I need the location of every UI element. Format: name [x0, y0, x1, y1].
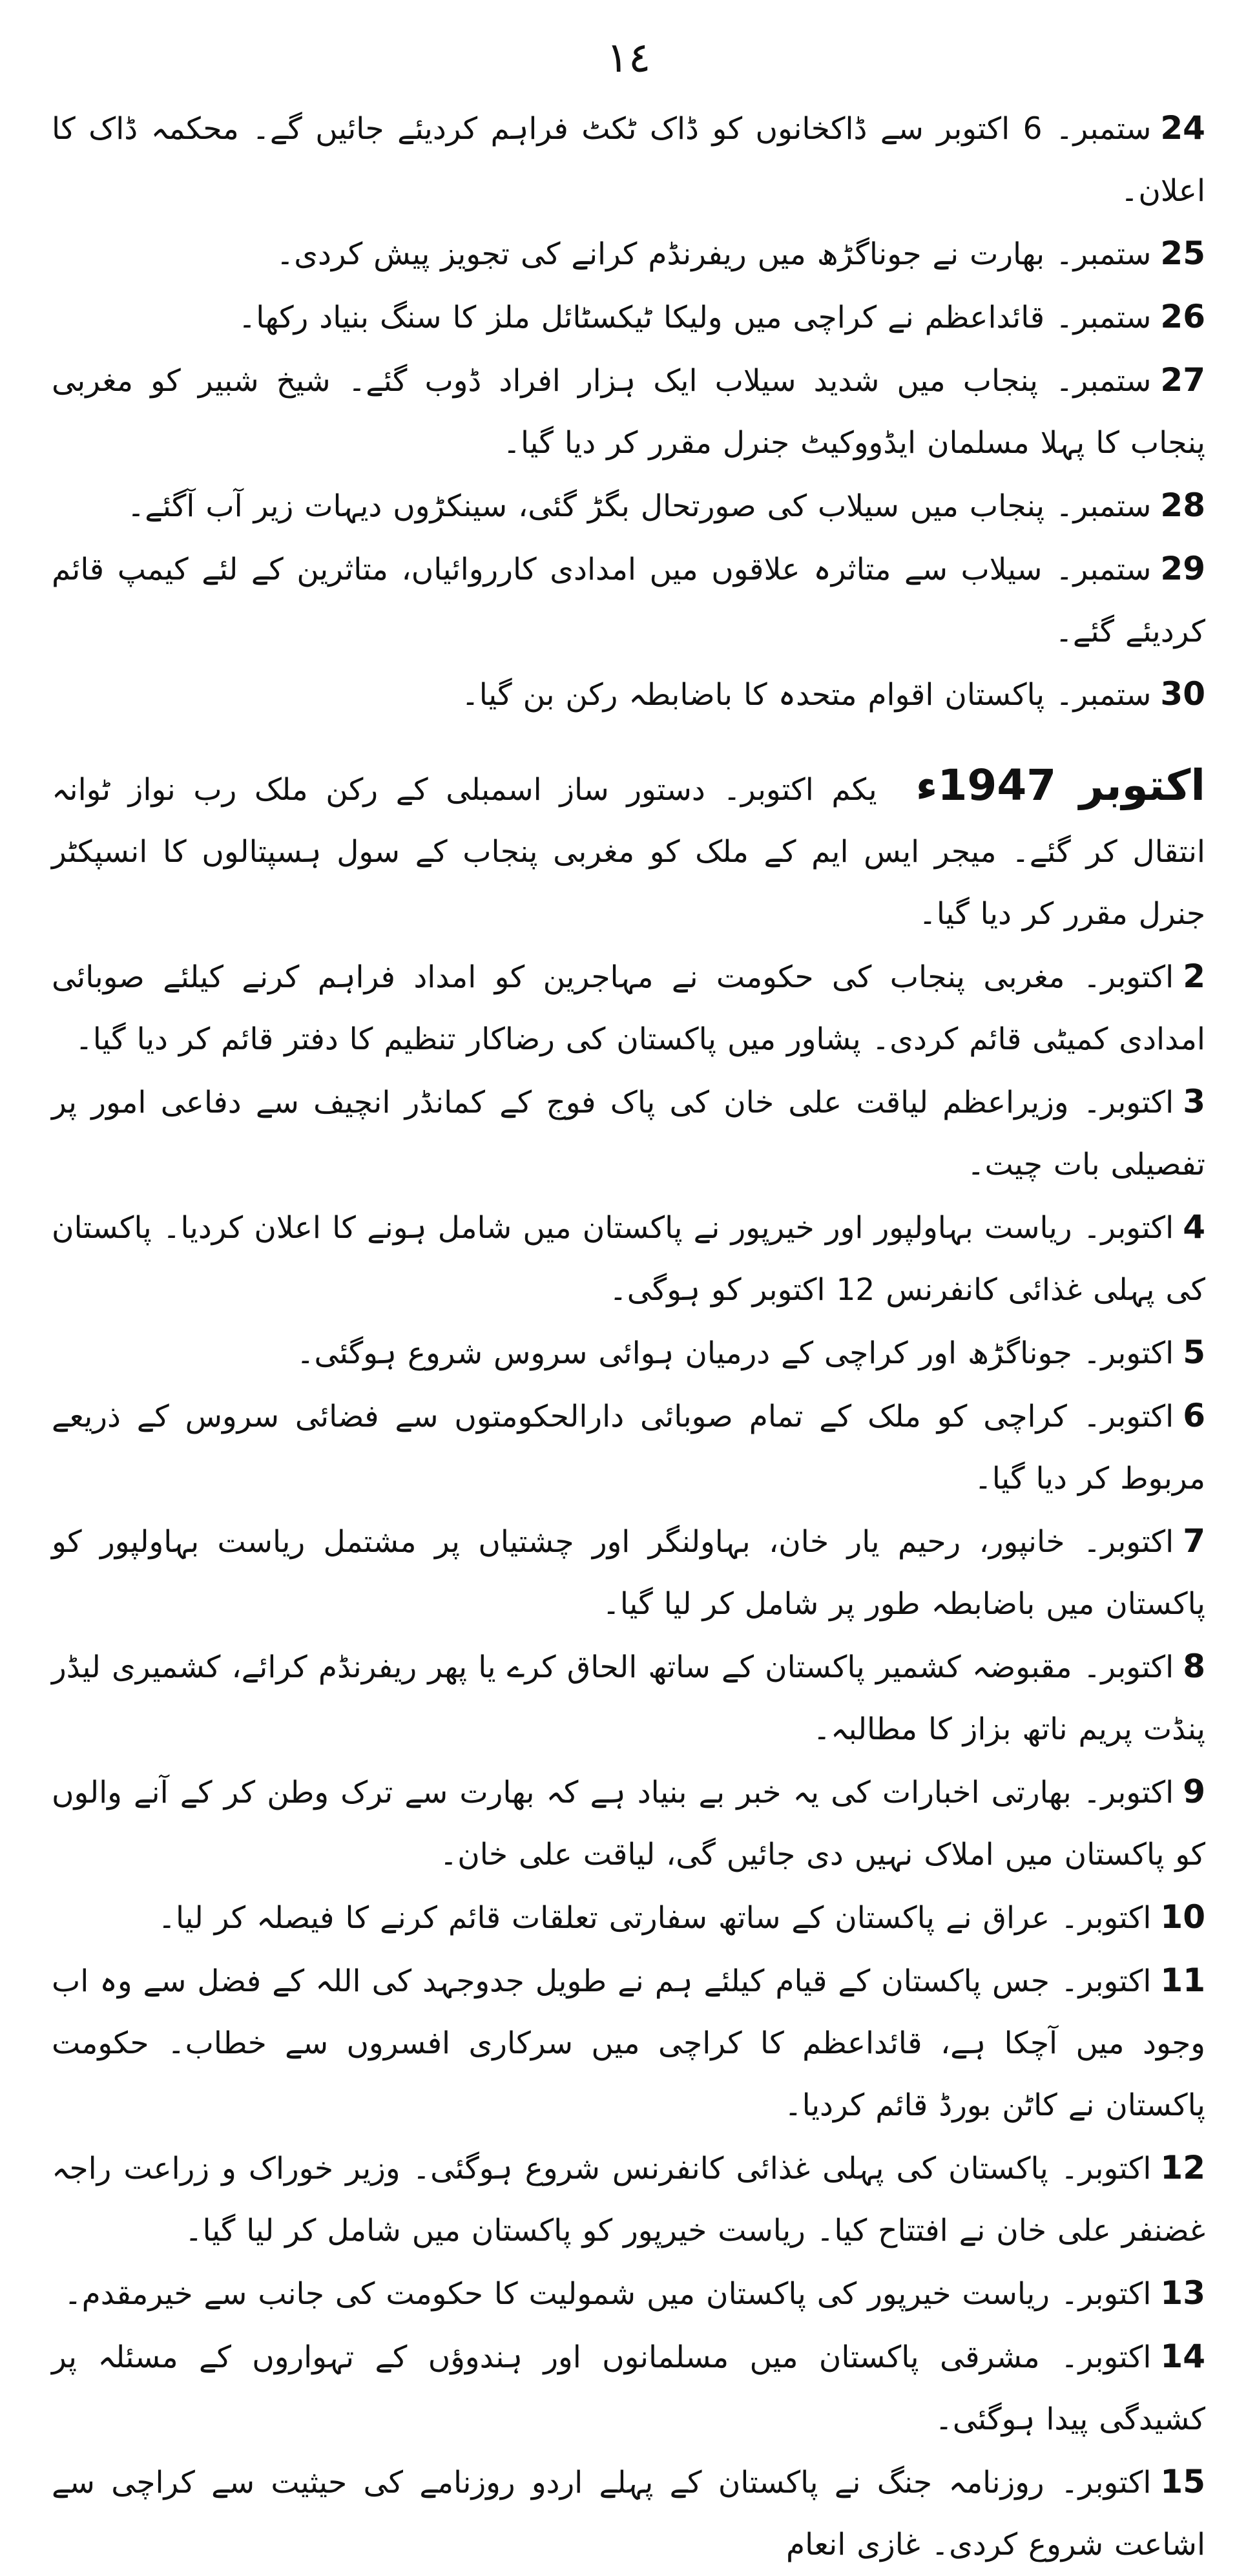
entry-date: 10 [1160, 1898, 1205, 1936]
entry-date: 24 [1160, 109, 1205, 147]
entry-oct-8 [52, 1635, 1205, 1761]
entry-oct-4 [52, 1196, 1205, 1321]
entry-date: 9 [1183, 1773, 1205, 1810]
entry-text: اکتوبر۔ مشرقی پاکستان میں مسلمانوں اور ہندوؤں کے تہواروں کے مسئلہ پر کشیدگی پیدا ہوگئی۔ [52, 2340, 1205, 2437]
entry-date: 15 [1160, 2463, 1205, 2500]
entry-date: 12 [1160, 2149, 1205, 2186]
entry-text: ستمبر۔ پنجاب میں سیلاب کی صورتحال بگڑ گئی، سینکڑوں دیہات زیر آب آگئے۔ [127, 488, 1152, 524]
entry-text: اکتوبر۔ کراچی کو ملک کے تمام صوبائی دارالحکومتوں سے فضائی سروس کے ذریعے مربوط کر دیا گیا۔ [52, 1399, 1205, 1496]
october-section [52, 755, 1205, 2576]
entry-date: 30 [1160, 675, 1205, 713]
entry-text: ستمبر۔ بھارت نے جوناگڑھ میں ریفرنڈم کرانے کی تجویز پیش کردی۔ [276, 236, 1152, 272]
entry-oct-13 [52, 2262, 1205, 2325]
entry-text: اکتوبر۔ عراق نے پاکستان کے ساتھ سفارتی تعلقات قائم کرنے کا فیصلہ کر لیا۔ [158, 1900, 1152, 1936]
entry-oct-7 [52, 1510, 1205, 1635]
entry-text: اکتوبر۔ وزیراعظم لیاقت علی خان کی پاک فوج کے کمانڈر انچیف سے دفاعی امور پر تفصیلی بات چیت۔ [52, 1085, 1205, 1182]
entry-sep-26 [52, 286, 1205, 349]
september-section [52, 97, 1205, 726]
entry-text: اکتوبر۔ خانپور، رحیم یار خان، بہاولنگر اور چشتیاں پر مشتمل ریاست بہاولپور کو پاکستان میں باضابطہ طور پر شامل کر لیا گیا۔ [52, 1524, 1205, 1622]
entry-oct-10 [52, 1886, 1205, 1949]
entry-text: اکتوبر۔ جس پاکستان کے قیام کیلئے ہم نے طویل جدوجہد کی اللہ کے فضل سے وہ اب وجود میں آچکا ہے، قائداعظم کا کراچی میں سرکاری افسروں سے خطاب۔ حکومت پاکستان نے کاٹن بورڈ قائم کردیا۔ [52, 1963, 1205, 2123]
entry-text: اکتوبر۔ ریاست بہاولپور اور خیرپور نے پاکستان میں شامل ہونے کا اعلان کردیا۔ پاکستان کی پہلی غذائی کانفرنس 12 اکتوبر کو ہوگی۔ [52, 1210, 1205, 1308]
entry-text: اکتوبر۔ ریاست خیرپور کی پاکستان میں شمولیت کا حکومت کی جانب سے خیرمقدم۔ [64, 2276, 1152, 2312]
entry-date: 2 [1183, 958, 1205, 995]
entry-sep-28 [52, 474, 1205, 538]
entry-date: 11 [1160, 1962, 1205, 1999]
entry-text: اکتوبر۔ بھارتی اخبارات کی یہ خبر بے بنیاد ہے کہ بھارت سے ترک وطن کر کے آنے والوں کو پاکستان میں املاک نہیں دی جائیں گی، لیاقت علی خان۔ [52, 1775, 1205, 1872]
entry-oct-14 [52, 2325, 1205, 2451]
entry-date: 3 [1183, 1083, 1205, 1120]
entry-sep-29 [52, 538, 1205, 663]
entry-text: اکتوبر۔ جوناگڑھ اور کراچی کے درمیان ہوائی سروس شروع ہوگئی۔ [296, 1335, 1174, 1371]
entry-oct-1 [52, 755, 1205, 945]
entry-text: ستمبر۔ سیلاب سے متاثرہ علاقوں میں امدادی کارروائیاں، متاثرین کے لئے کیمپ قائم کردیئے گئے۔ [52, 552, 1205, 649]
entry-date: 29 [1160, 550, 1205, 587]
month-heading: اکتوبر 1947ء [915, 760, 1205, 810]
entry-text: ستمبر۔ قائداعظم نے کراچی میں ولیکا ٹیکسٹائل ملز کا سنگ بنیاد رکھا۔ [238, 300, 1152, 335]
entry-date: 28 [1160, 487, 1205, 524]
entry-oct-6 [52, 1385, 1205, 1510]
entry-sep-30 [52, 663, 1205, 726]
entry-date: 6 [1183, 1397, 1205, 1434]
document-page [52, 26, 1205, 2562]
entry-date: 27 [1160, 361, 1205, 399]
entry-oct-2 [52, 945, 1205, 1071]
entry-date: 14 [1160, 2338, 1205, 2375]
page-number: ١٤ [606, 34, 651, 82]
entry-oct-5 [52, 1321, 1205, 1385]
entry-text: ستمبر۔ پاکستان اقوام متحدہ کا باضابطہ رکن بن گیا۔ [461, 677, 1152, 713]
entry-oct-11 [52, 1949, 1205, 2137]
entry-text: اکتوبر۔ مغربی پنجاب کی حکومت نے مہاجرین کو امداد فراہم کرنے کیلئے صوبائی امدادی کمیٹی قائم کردی۔ پشاور میں پاکستان کی رضاکار تنظیم کا دفتر قائم کر دیا گیا۔ [52, 959, 1205, 1057]
entry-text: یکم اکتوبر۔ دستور ساز اسمبلی کے رکن ملک رب نواز ٹوانہ انتقال کر گئے۔ میجر ایس ایم کے ملک کو مغربی پنجاب کے سول ہسپتالوں کا انسپکٹر جنرل مقرر کر دیا گیا۔ [52, 772, 1205, 932]
entry-oct-9 [52, 1761, 1205, 1886]
entry-text: اکتوبر۔ پاکستان کی پہلی غذائی کانفرنس شروع ہوگئی۔ وزیر خوراک و زراعت راجہ غضنفر علی خان نے افتتاح کیا۔ ریاست خیرپور کو پاکستان میں شامل کر لیا گیا۔ [52, 2151, 1205, 2248]
entry-date: 7 [1183, 1522, 1205, 1560]
entry-date: 5 [1183, 1334, 1205, 1371]
entry-sep-25 [52, 222, 1205, 286]
entry-oct-15 [52, 2451, 1205, 2576]
entry-text: اکتوبر۔ روزنامہ جنگ نے پاکستان کے پہلے اردو روزنامے کی حیثیت سے کراچی سے اشاعت شروع کردی۔ غازی انعام [52, 2465, 1205, 2562]
entry-oct-3 [52, 1071, 1205, 1196]
entry-date: 26 [1160, 298, 1205, 335]
entry-text: ستمبر۔ 6 اکتوبر سے ڈاکخانوں کو ڈاک ٹکٹ فراہم کردیئے جائیں گے۔ محکمہ ڈاک کا اعلان۔ [52, 111, 1205, 209]
entry-date: 8 [1183, 1648, 1205, 1685]
entry-sep-27 [52, 349, 1205, 474]
entry-oct-12 [52, 2137, 1205, 2262]
entry-date: 4 [1183, 1208, 1205, 1246]
entry-text: اکتوبر۔ مقبوضہ کشمیر پاکستان کے ساتھ الحاق کرے یا پھر ریفرنڈم کرائے، کشمیری لیڈر پنڈت پریم ناتھ بزاز کا مطالبہ۔ [52, 1649, 1205, 1747]
entry-text: ستمبر۔ پنجاب میں شدید سیلاب ایک ہزار افراد ڈوب گئے۔ شیخ شبیر کو مغربی پنجاب کا پہلا مسلمان ایڈووکیٹ جنرل مقرر کر دیا گیا۔ [52, 363, 1205, 461]
entry-date: 25 [1160, 235, 1205, 272]
entry-date: 13 [1160, 2274, 1205, 2312]
entry-sep-24 [52, 97, 1205, 222]
